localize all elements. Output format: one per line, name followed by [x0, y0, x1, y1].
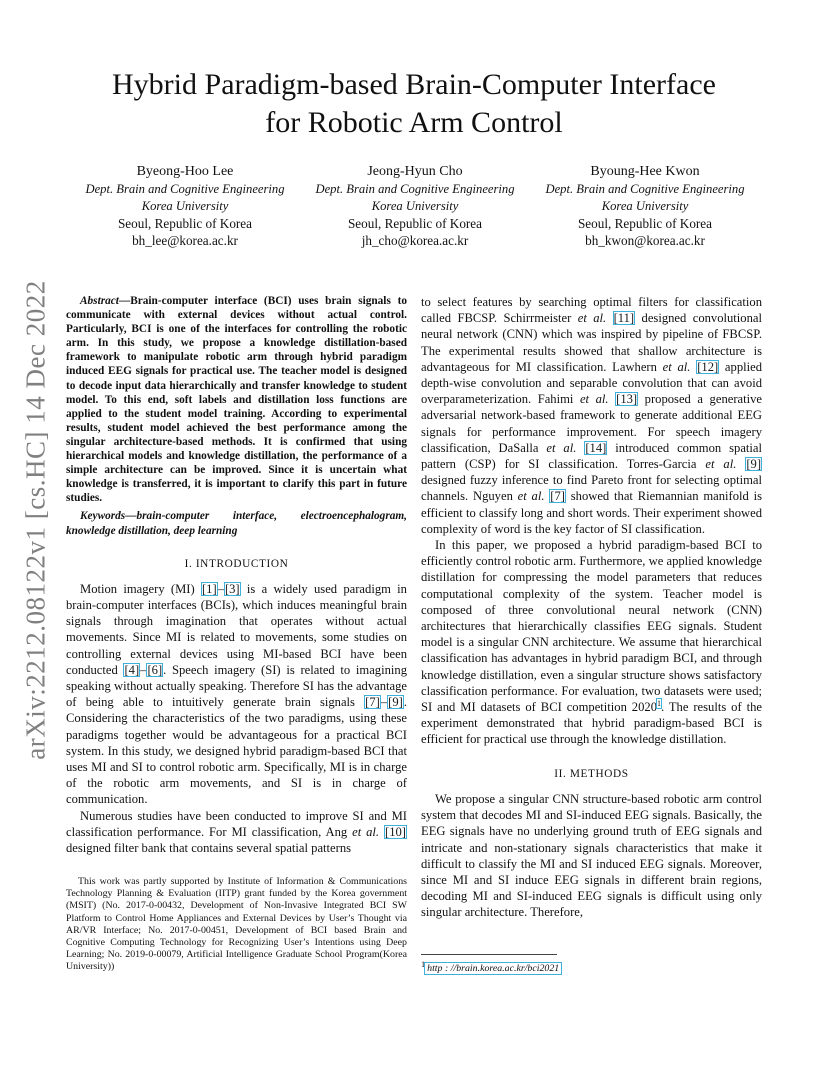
text-run: –: [140, 662, 147, 677]
citation-link[interactable]: [13]: [616, 392, 638, 407]
intro-paragraph-2: [66, 808, 407, 857]
citation-link[interactable]: [9]: [746, 457, 762, 472]
citation-link[interactable]: [7]: [365, 695, 380, 710]
author-univ: Korea University: [601, 199, 689, 213]
methods-paragraph-1: We propose a singular CNN structure-based robotic arm control system that decodes MI and SI-induced EEG signals. Basically, the EEG signals have no underlying ground truth of EEG signals and intricate and non-stationary signals characteristics that make it difficult to classify the MI and SI induced EEG signals. Moreover, since MI and SI induce EEG signals in different brain regions, decoding MI and SI-induced EEG signals is difficult using only singular architecture. Therefore,: [421, 791, 762, 920]
author-name: Byeong-Hoo Lee: [136, 164, 234, 179]
et-al: et al.: [517, 489, 545, 504]
citation-link[interactable]: [3]: [224, 581, 240, 596]
author-2: [300, 163, 530, 249]
paper-title: [60, 66, 768, 142]
url-footnote: [421, 954, 762, 975]
abstract: [66, 294, 407, 505]
right-column: [421, 294, 762, 921]
text-run: Numerous studies have been conducted to improve SI and MI classification performance. For MI classification, Ang: [66, 808, 407, 839]
et-al: et al.: [579, 392, 609, 407]
title-line-2: for Robotic Arm Control: [265, 106, 563, 139]
citation-link[interactable]: [4]: [124, 662, 140, 677]
text-run: . The results of the experiment demonstrated that hybrid paradigm-based BCI is efficient for practical use through the knowledge distillation.: [421, 700, 762, 747]
footnote-mark: 1: [421, 960, 426, 969]
abstract-label: Abstract: [80, 295, 119, 307]
section-heading-methods: II. METHODS: [554, 767, 629, 780]
citation-link[interactable]: [11]: [613, 311, 635, 326]
author-block: [70, 163, 760, 249]
text-run: designed fuzzy inference to find Pareto front for selecting optimal channels. Nguyen: [421, 473, 762, 504]
et-al: et al.: [662, 359, 691, 374]
et-al: et al.: [546, 440, 577, 455]
text-run: –: [380, 695, 388, 710]
citation-link[interactable]: [9]: [388, 695, 403, 710]
author-name: Byoung-Hee Kwon: [590, 164, 700, 179]
author-3: [530, 163, 760, 249]
keywords-label: Keywords: [80, 510, 126, 523]
text-run: In this paper, we proposed a hybrid paradigm-based BCI to efficiently control robotic arm. Furthermore, we applied knowledge distillation for compressing the model parameters that reduces computational complexity of the system. Teacher model is composed of three convolutional neural network (CNN) architectures that hierarchically classifies EEG signals. Student model is a singular CNN architecture. We assume that hierarchical classification has advantages in hybrid paradigm BCI, and through knowledge distillation, even a singular structure shows satisfactory classification performance. For evaluation, two datasets were used; SI and MI datasets of BCI competition 2020: [421, 538, 762, 715]
intro-paragraph-1: [66, 581, 407, 808]
keywords-text: —brain-computer interface, electroencephalogram, knowledge distillation, deep learning: [66, 510, 407, 537]
text-run: designed filter bank that contains several spatial patterns: [66, 841, 352, 856]
section-heading-introduction: I. INTRODUCTION: [184, 557, 289, 570]
text-run: introduced common spatial pattern (CSP) for SI classification. Torres-Garcia: [421, 440, 762, 472]
text-run: . Speech imagery (SI) is related to imagining speaking without actually speaking. Therefore SI has the advantage of being able to intuitively generate brain signals: [66, 662, 407, 710]
citation-link[interactable]: [1]: [201, 581, 217, 596]
title-line-1: Hybrid Paradigm-based Brain-Computer Interface: [112, 68, 716, 101]
author-univ: Korea University: [141, 199, 229, 213]
author-email[interactable]: bh_kwon@korea.ac.kr: [585, 233, 705, 248]
text-run: showed that Riemannian manifold is efficient to classify long and short words. Their experiment showed complexity of word is the key factor of SI classification.: [421, 489, 762, 536]
author-dept: Dept. Brain and Cognitive Engineering: [85, 182, 285, 196]
related-work-paragraph: [421, 294, 762, 537]
citation-link[interactable]: [7]: [550, 489, 565, 504]
author-email[interactable]: bh_lee@korea.ac.kr: [132, 233, 238, 248]
text-run: Motion imagery (MI): [80, 581, 201, 596]
author-city: Seoul, Republic of Korea: [347, 216, 483, 231]
et-al: et al.: [705, 457, 737, 472]
text-run: is a widely used paradigm in brain-computer interfaces (BCIs), which induces meaningful brain signals through imagination that operates without actual movements. Since MI is related to movements, some studies on controlling external devices using MI-based BCI have been conducted: [66, 581, 407, 677]
author-city: Seoul, Republic of Korea: [117, 216, 253, 231]
left-column: [66, 294, 407, 856]
text-run: applied depth-wise convolution and separable convolution that can avoid overparameterization. Fahimi: [421, 359, 762, 407]
text-run: –: [217, 581, 224, 596]
citation-link[interactable]: [12]: [697, 359, 719, 374]
arxiv-id-text: arXiv:2212.08122v1 [cs.HC] 14 Dec 2022: [20, 280, 51, 760]
contribution-paragraph: [421, 537, 762, 748]
footnote-url-link[interactable]: http : //brain.korea.ac.kr/bci2021: [427, 963, 560, 975]
footnote-rule: [421, 954, 557, 955]
author-1: [70, 163, 300, 249]
citation-link[interactable]: [6]: [147, 662, 163, 677]
text-run: proposed a generative adversarial network-based framework to generate additional EEG signals for performance improvement. For speech imagery classification, DaSalla: [421, 392, 762, 455]
author-univ: Korea University: [371, 199, 459, 213]
text-run: . Considering the characteristics of the two paradigms, using these paradigms together would be advantageous for a practical BCI system. In this study, we designed hybrid paradigm-based BCI that uses MI and SI to control robotic arm. Specifically, MI is in charge of the robotic arm movements, and SI is in charge of communication.: [66, 695, 407, 807]
citation-link[interactable]: [10]: [385, 824, 406, 839]
author-email[interactable]: jh_cho@korea.ac.kr: [361, 233, 469, 248]
author-dept: Dept. Brain and Cognitive Engineering: [315, 182, 515, 196]
author-city: Seoul, Republic of Korea: [577, 216, 713, 231]
et-al: et al.: [352, 824, 380, 839]
citation-link[interactable]: [14]: [585, 440, 607, 455]
keywords: [66, 509, 407, 537]
author-name: Jeong-Hyun Cho: [367, 164, 463, 179]
footnote-ref[interactable]: 1: [657, 698, 661, 708]
abstract-text: —Brain-computer interface (BCI) uses brain signals to communicate with external devices without actual control. Particularly, BCI is one of the interfaces for controlling the robotic arm. In this study, we propose a knowledge distillation-based framework to manipulate robotic arm through hybrid paradigm induced EEG signals for practical use. The teacher model is designed to decode input data hierarchically and transfer knowledge to student model. To this end, soft labels and distillation loss functions are applied to the student model training. According to experimental results, student model achieved the best performance among the singular architecture-based methods. It is confirmed that using hierarchical models and knowledge distillation, the performance of a simple architecture can be improved. Since it is uncertain what knowledge is transferred, it is important to clarify this part in future studies.: [66, 295, 407, 505]
et-al: et al.: [577, 311, 607, 326]
text-run: to select features by searching optimal filters for classification called FBCSP. Schirrmeister: [421, 295, 762, 326]
author-dept: Dept. Brain and Cognitive Engineering: [545, 182, 745, 196]
text-run: designed convolutional neural network (CNN) which was inspired by pipeline of FBCSP. The experimental results showed that shallow architecture is advantageous for MI classification. Lawhern: [421, 311, 762, 374]
arxiv-side-identifier: [6, 280, 66, 760]
funding-footnote: This work was partly supported by Institute of Information & Communications Technology Planning & Evaluation (IITP) grant funded by the Korea government (MSIT) (No. 2017-0-00432, Development of Non-Invasive Integrated BCI SW Platform to Control Home Appliances and External Devices by User’s Thought via AR/VR Interface; No. 2017-0-00451, Development of BCI based Brain and Cognitive Computing Technology for Recognizing User’s Intentions using Deep Learning; No. 2019-0-00079, Artificial Intelligence Graduate School Program(Korea University)): [66, 876, 407, 973]
